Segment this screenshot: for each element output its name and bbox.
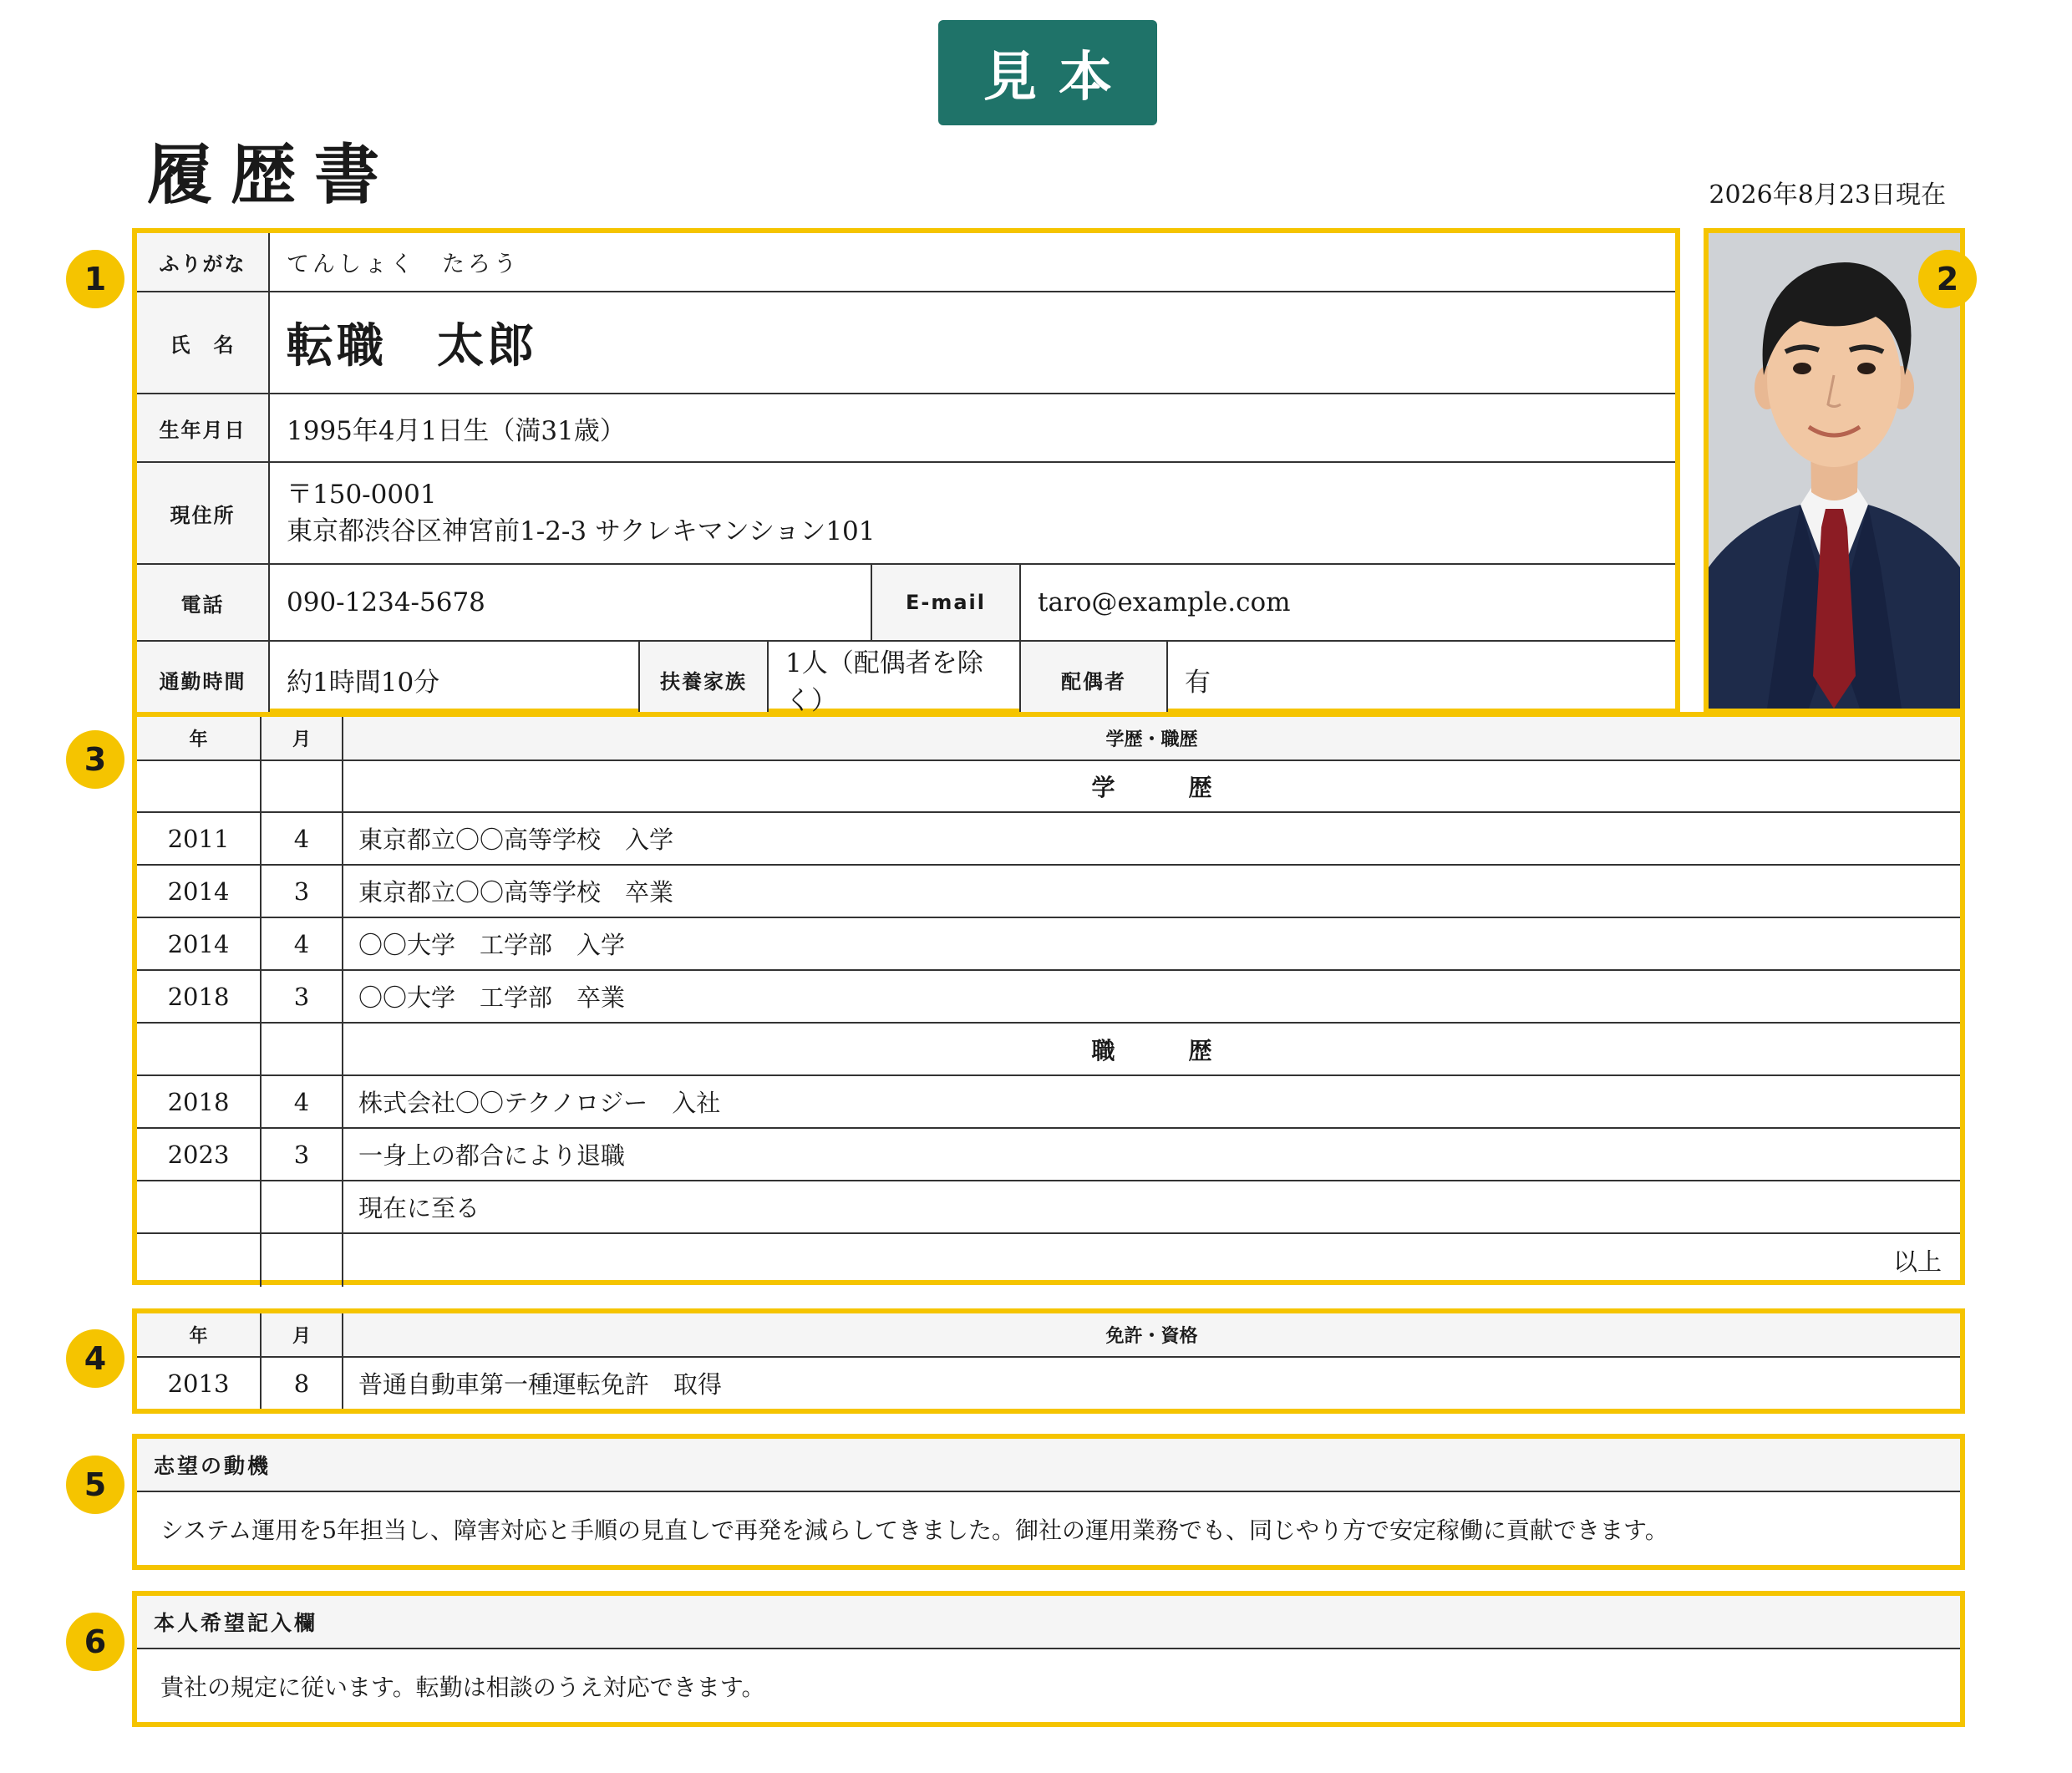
marker-5: 5 xyxy=(66,1455,124,1514)
table-row: 現在に至る xyxy=(137,1181,1960,1233)
table-row: 2014 4 〇〇大学 工学部 入学 xyxy=(137,917,1960,970)
work-title: 職 歴 xyxy=(343,1023,1960,1075)
motivation-section xyxy=(132,1434,1965,1570)
history-section xyxy=(132,712,1965,1285)
table-row: 2018 3 〇〇大学 工学部 卒業 xyxy=(137,970,1960,1023)
marker-3: 3 xyxy=(66,730,124,789)
name-label: 氏 名 xyxy=(137,292,269,394)
month-header: 月 xyxy=(261,717,343,760)
license-month-header: 月 xyxy=(261,1313,343,1357)
personal-info-section xyxy=(132,228,1680,714)
table-row: 2013 8 普通自動車第一種運転免許 取得 xyxy=(137,1357,1960,1409)
spouse-value: 有 xyxy=(1167,641,1675,717)
birth-value: 1995年4月1日生（満31歳） xyxy=(269,394,1675,462)
portrait-photo xyxy=(1709,233,1960,709)
email-label: E-mail xyxy=(871,564,1020,641)
sample-badge: 見本 xyxy=(938,20,1157,125)
table-row: 2011 4 東京都立〇〇高等学校 入学 xyxy=(137,812,1960,865)
address-value xyxy=(269,462,1675,564)
postal-code: 〒150-0001 xyxy=(287,480,437,510)
address-label: 現住所 xyxy=(137,462,269,564)
wishes-section xyxy=(132,1591,1965,1727)
licenses-table xyxy=(137,1313,1960,1409)
document-title: 履歴書 xyxy=(147,137,399,213)
history-header: 学歴・職歴 xyxy=(343,717,1960,760)
name-value: 転職 太郎 xyxy=(269,292,1675,394)
motivation-title: 志望の動機 xyxy=(137,1439,1960,1492)
dependents-label: 扶養家族 xyxy=(639,641,768,717)
marker-1: 1 xyxy=(66,250,124,308)
history-table xyxy=(137,717,1960,1287)
phone-value: 090-1234-5678 xyxy=(269,564,871,641)
marker-2: 2 xyxy=(1918,250,1977,308)
commute-label: 通勤時間 xyxy=(137,641,269,717)
motivation-text: システム運用を5年担当し、障害対応と手順の見直しで再発を減らしてきました。御社の運用業務でも、同じやり方で安定稼働に貢献できます。 xyxy=(160,1516,1668,1544)
year-header: 年 xyxy=(137,717,261,760)
wishes-title: 本人希望記入欄 xyxy=(137,1596,1960,1649)
table-row: 2018 4 株式会社〇〇テクノロジー 入社 xyxy=(137,1075,1960,1128)
marker-4: 4 xyxy=(66,1329,124,1388)
furigana-value: てんしょく たろう xyxy=(269,233,1675,292)
birth-label: 生年月日 xyxy=(137,394,269,462)
furigana-label: ふりがな xyxy=(137,233,269,292)
end-mark: 以上 xyxy=(343,1233,1960,1287)
license-year-header: 年 xyxy=(137,1313,261,1357)
personal-info-table xyxy=(137,233,1675,717)
marker-6: 6 xyxy=(66,1613,124,1671)
table-row: 2014 3 東京都立〇〇高等学校 卒業 xyxy=(137,865,1960,917)
licenses-section xyxy=(132,1308,1965,1414)
commute-value: 約1時間10分 xyxy=(269,641,639,717)
spouse-label: 配偶者 xyxy=(1020,641,1167,717)
photo-section xyxy=(1704,228,1965,714)
email-value: taro@example.com xyxy=(1020,564,1675,641)
document-date: 2026年8月23日現在 xyxy=(1709,180,1946,210)
wishes-text: 貴社の規定に従います。転勤は相談のうえ対応できます。 xyxy=(160,1673,765,1701)
phone-label: 電話 xyxy=(137,564,269,641)
table-row: 2023 3 一身上の都合により退職 xyxy=(137,1128,1960,1181)
license-header: 免許・資格 xyxy=(343,1313,1960,1357)
dependents-value: 1人（配偶者を除く） xyxy=(768,641,1020,717)
education-title: 学 歴 xyxy=(343,760,1960,812)
address-line: 東京都渋谷区神宮前1-2-3 サクレキマンション101 xyxy=(287,516,876,546)
